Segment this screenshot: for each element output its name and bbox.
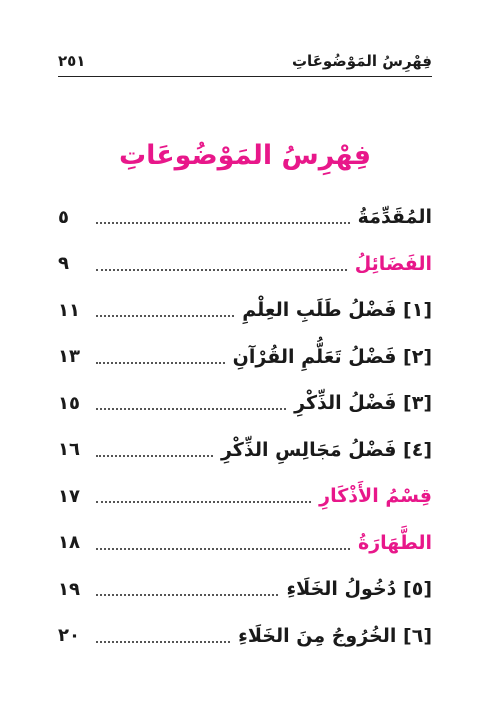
toc-entry-title: قِسْمُ الأَذْكَارِ [319, 485, 432, 508]
toc-entry[interactable] [58, 473, 432, 520]
toc-entry[interactable] [58, 566, 432, 613]
toc-entry-title: [١] فَضْلُ طَلَبِ العِلْمِ [242, 299, 432, 322]
toc-leader-dots [96, 408, 286, 410]
toc-entry-page: ٥ [58, 206, 69, 228]
toc-leader-dots [96, 269, 347, 271]
toc-entry[interactable] [58, 427, 432, 474]
toc-entry-title: الطَّهَارَةُ [358, 531, 432, 554]
toc-leader-dots [96, 315, 234, 317]
toc-entry[interactable] [58, 194, 432, 241]
toc-entry-title: الفَضَائِلُ [354, 252, 432, 275]
header-page-number: ٢٥١ [58, 52, 86, 70]
toc-leader-dots [96, 362, 225, 364]
toc-entry-page: ١٣ [58, 346, 80, 368]
toc-entry[interactable] [58, 241, 432, 288]
toc-entry-title: [٣] فَضْلُ الذِّكْرِ [294, 392, 432, 415]
toc-entry-title: [٢] فَضْلُ تَعَلُّمِ القُرْآنِ [232, 345, 432, 368]
toc-entry-page: ١٩ [58, 578, 80, 600]
toc-entry[interactable] [58, 613, 432, 660]
toc-entry-title: [٦] الخُرُوجُ مِنَ الخَلَاءِ [238, 624, 432, 647]
toc-leader-dots [96, 594, 278, 596]
toc-entry[interactable] [58, 520, 432, 567]
toc-entry[interactable] [58, 287, 432, 334]
toc-entry[interactable] [58, 380, 432, 427]
toc-entry-page: ١٧ [58, 485, 80, 507]
toc-leader-dots [96, 548, 350, 550]
toc-entry-page: ١٦ [58, 439, 80, 461]
toc-entry-title: [٤] فَضْلُ مَجَالِسِ الذِّكْرِ [220, 438, 432, 461]
toc-leader-dots [96, 641, 230, 643]
toc-entry-title: المُقَدِّمَةُ [357, 206, 432, 229]
header-title: فِهْرِسُ المَوْضُوعَاتِ [291, 52, 432, 70]
toc-leader-dots [96, 222, 350, 224]
running-header [58, 50, 432, 77]
toc-entry-page: ٩ [58, 253, 69, 275]
page-title: فِهْرِسُ المَوْضُوعَاتِ [118, 140, 372, 171]
toc-leader-dots [96, 501, 311, 503]
toc-entry-title: [٥] دُخُولُ الخَلَاءِ [286, 578, 432, 601]
toc-entry-page: ١٨ [58, 532, 80, 554]
toc-leader-dots [96, 455, 213, 457]
table-of-contents [58, 194, 432, 659]
toc-entry-page: ١١ [58, 299, 80, 321]
toc-entry-page: ١٥ [58, 392, 80, 414]
toc-entry-page: ٢٠ [58, 625, 80, 647]
toc-entry[interactable] [58, 334, 432, 381]
